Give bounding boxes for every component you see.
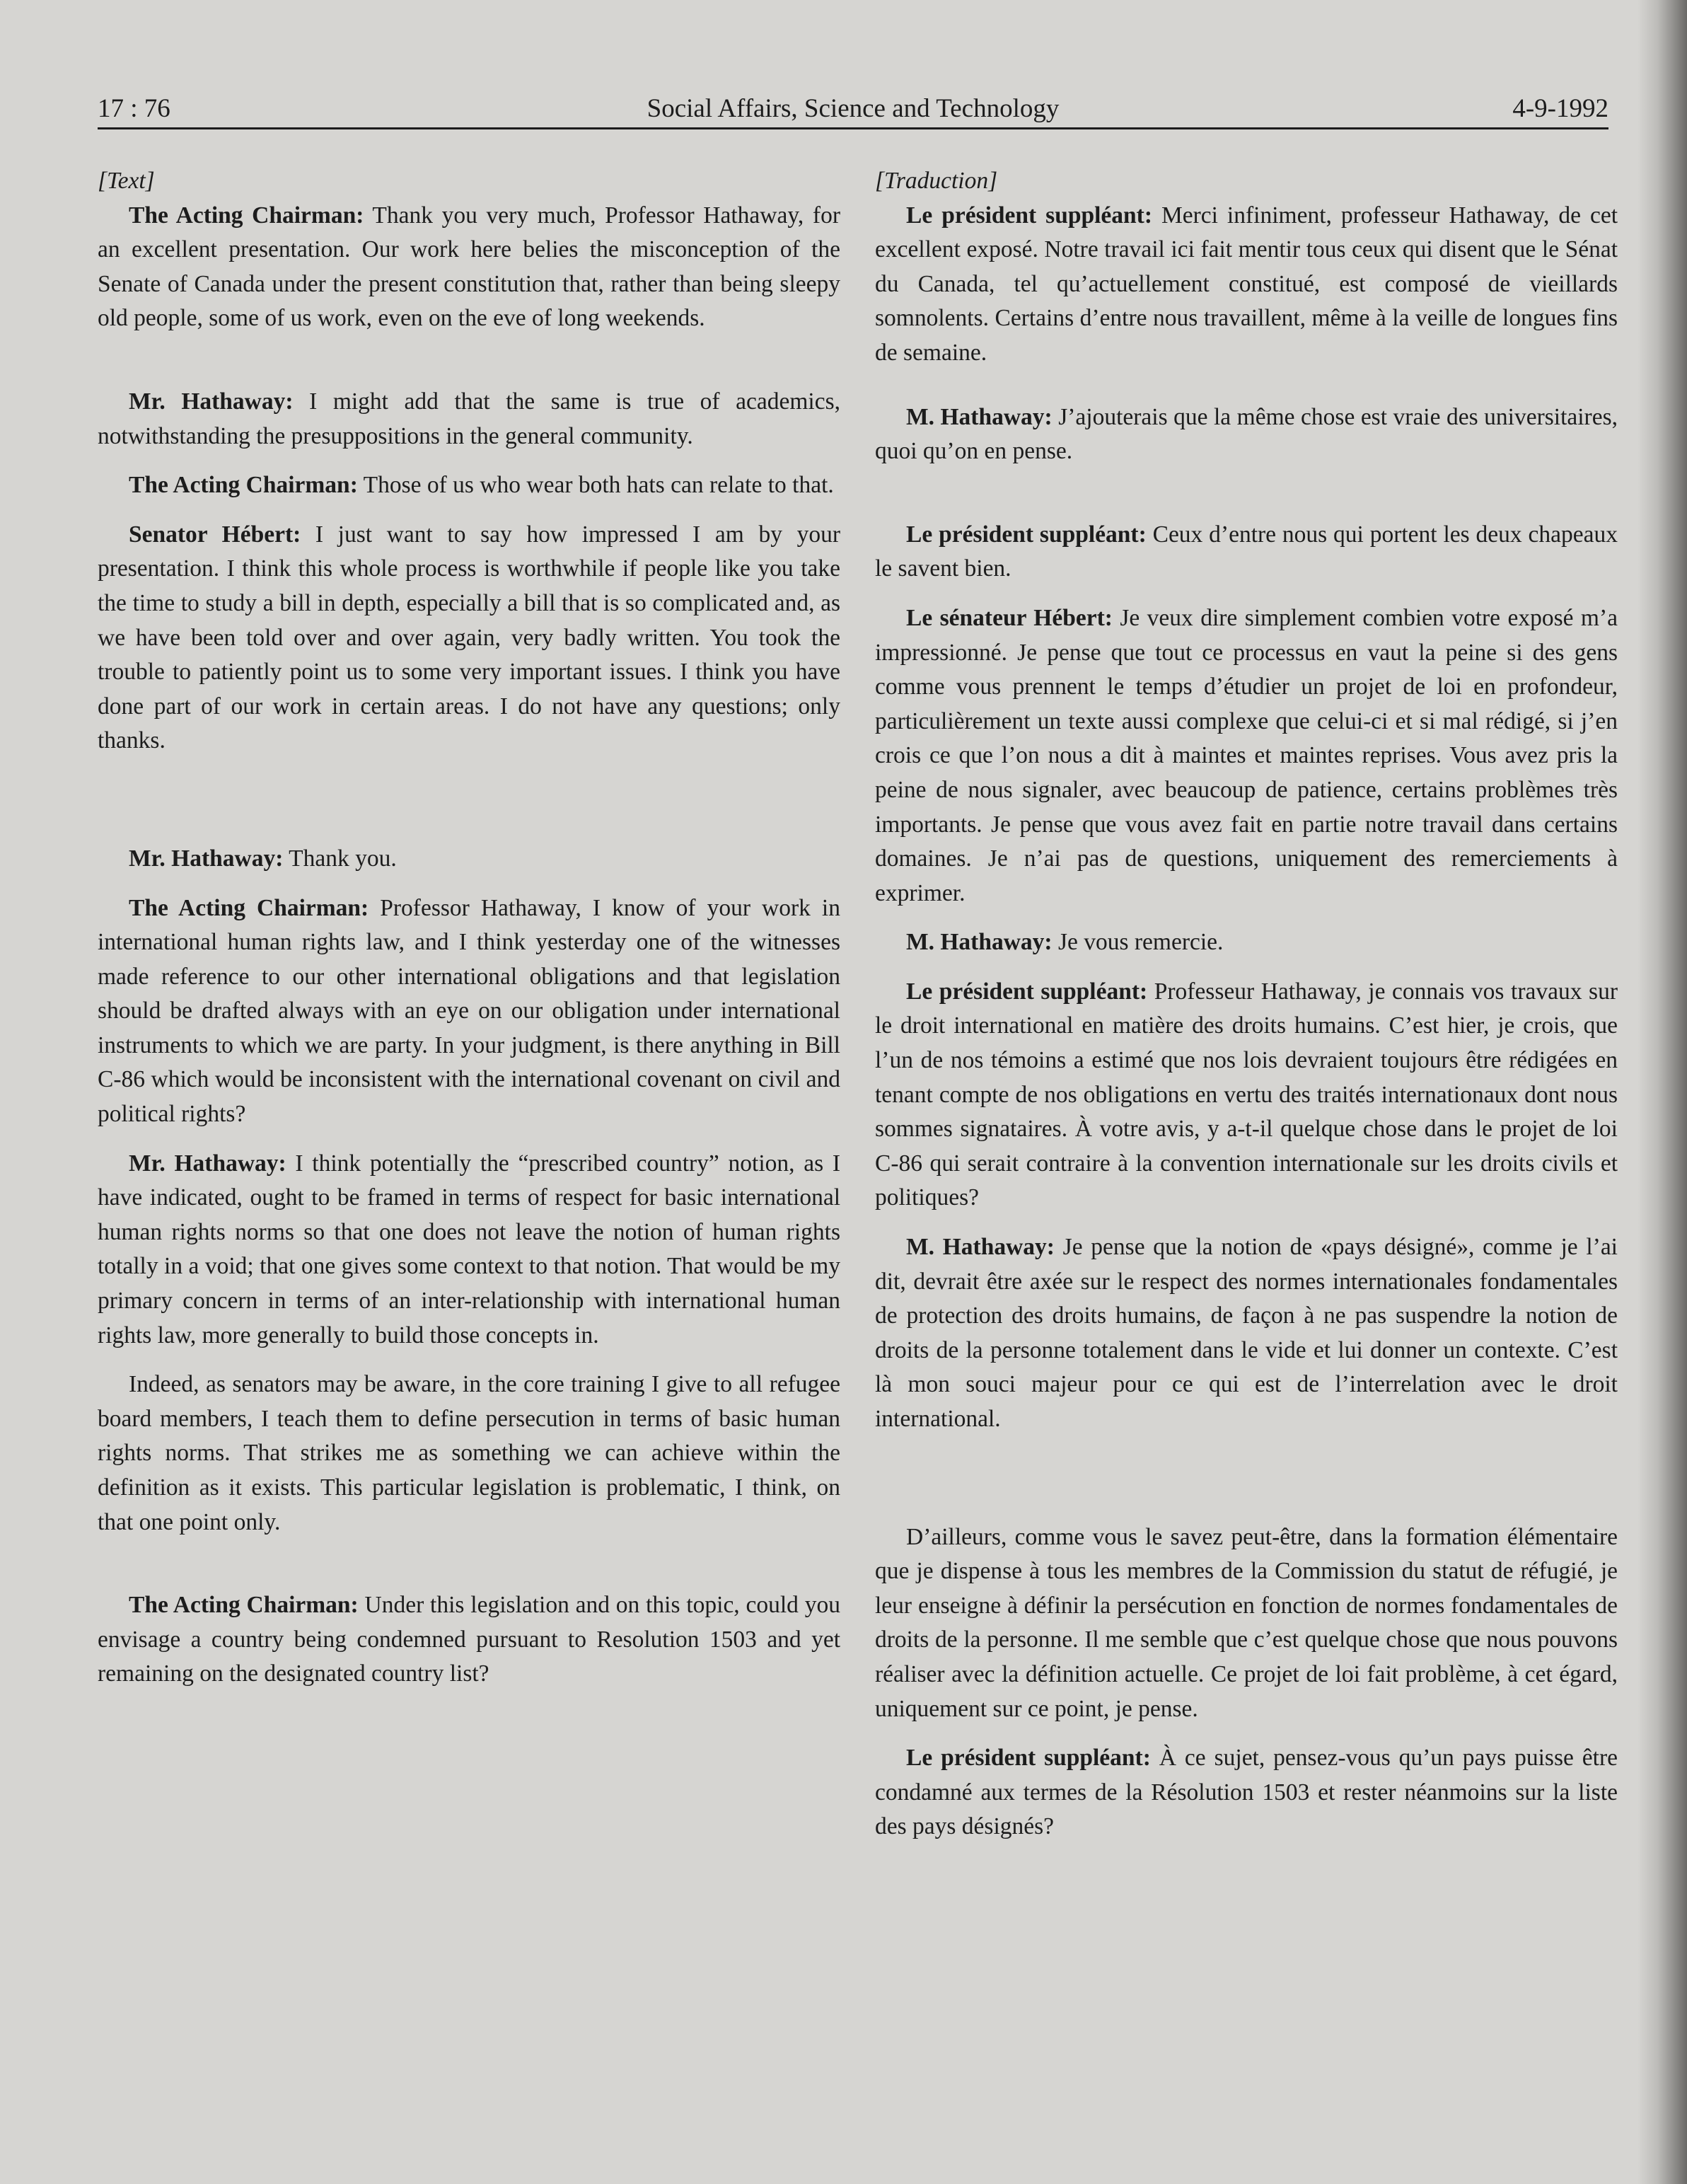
page-binding-shadow <box>1637 0 1687 2184</box>
header-date: 4-9-1992 <box>1512 94 1608 123</box>
speaker: Le président suppléant: <box>906 978 1148 1005</box>
speaker: M. Hathaway: <box>906 403 1053 430</box>
paragraph: Le président suppléant: Professeur Hathaway, je connais vos travaux sur le droit international en matière des droits humains. C’est hier, je crois, que l’un de nos témoins a estimé que nos lois devraient toujours être rédigées en tenant compte de nos obligations en vertu des traités internationaux dont nous sommes signataires. À votre avis, y a-t-il quelque chose dans le projet de loi C-86 qui serait contraire à la convention internationale sur les droits civils et politiques? <box>875 978 1618 1211</box>
column-label: [Traduction] <box>875 168 998 194</box>
paragraph: The Acting Chairman: Thank you very much, Professor Hathaway, for an excellent presentation. Our work here belies the misconception of the Senate of Canada under the present constitution that, rather than being sleepy old people, some of us work, even on the eve of long weekends. <box>98 202 840 332</box>
speaker: The Acting Chairman: <box>129 894 369 921</box>
paragraph: D’ailleurs, comme vous le savez peut-être, dans la formation élémentaire que je dispense à tous les membres de la Commission du statut de réfugié, je leur enseigne à définir la persécution en fonction de normes fondamentales de droits de la personne. Il me semble que c’est quelque chose que nous pouvons réaliser avec la définition actuelle. Ce projet de loi fait problème, à cet égard, uniquement sur ce point, je pense. <box>875 1523 1618 1722</box>
paragraph: Mr. Hathaway: Thank you. <box>129 845 397 872</box>
paragraph: M. Hathaway: Je pense que la notion de «pays désigné», comme je l’ai dit, devrait être axée sur le respect des normes internationales fondamentales de protection des droits humains, de façon à ne pas suspendre la notion de droits de la personne totalement dans le vide et lui donner un contexte. C’est là mon souci majeur pour ce qui est de l’interrelation avec le droit international. <box>875 1234 1618 1432</box>
paragraph: Mr. Hathaway: I might add that the same is true of academics, notwithstanding the presuppositions in the general community. <box>98 388 840 449</box>
column-label: [Text] <box>98 168 155 194</box>
paragraph: Le sénateur Hébert: Je veux dire simplement combien votre exposé m’a impressionné. Je pense que tout ce processus en vaut la peine si des gens comme vous prennent le temps d’étudier un projet de loi en profondeur, particulièrement un texte aussi complexe que celui-ci et si mal rédigé, si j’en crois ce que l’on nous a dit à maintes et maintes reprises. Vous avez pris la peine de nous signaler, avec beaucoup de patience, certains problèmes très importants. Je pense que vous avez fait en partie notre travail dans certains domaines. Je n’ai pas de questions, uniquement des remerciements à exprimer. <box>875 604 1618 906</box>
paragraph: Indeed, as senators may be aware, in the core training I give to all refugee board members, I teach them to define persecution in terms of basic human rights norms. That strikes me as something we can achieve within the definition as it exists. This particular legislation is problematic, I think, on that one point only. <box>98 1371 840 1535</box>
speaker: Le président suppléant: <box>906 521 1147 548</box>
speaker: Mr. Hathaway: <box>129 845 284 872</box>
speaker: Mr. Hathaway: <box>129 388 294 415</box>
speaker: Mr. Hathaway: <box>129 1150 286 1177</box>
paragraph: Le président suppléant: Merci infiniment, professeur Hathaway, de cet excellent exposé. Notre travail ici fait mentir tous ceux qui disent que le Sénat du Canada, tel qu’actuellement constitué, est composé de vieillards somnolents. Certains d’entre nous travaillent, même à la veille de longues fins de semaine. <box>875 202 1618 366</box>
speaker: The Acting Chairman: <box>129 1592 359 1619</box>
french-column <box>875 164 1618 1844</box>
publication-title: Social Affairs, Science and Technology <box>647 94 1060 123</box>
speaker: The Acting Chairman: <box>129 472 358 499</box>
page-number: 17 : 76 <box>98 94 170 123</box>
speaker: Le président suppléant: <box>906 1745 1151 1772</box>
speaker: Le sénateur Hébert: <box>906 604 1113 631</box>
running-header <box>98 88 1608 129</box>
paragraph: The Acting Chairman: Those of us who wear both hats can relate to that. <box>129 472 834 499</box>
speaker: M. Hathaway: <box>906 929 1053 956</box>
paragraph: Mr. Hathaway: I think potentially the “prescribed country” notion, as I have indicated, ought to be framed in terms of respect for basic international human rights norms so that one does not leave the notion of human rights totally in a void; that one gives some context to that notion. That would be my primary concern in terms of an inter-relationship with international human rights law, more generally to build those concepts in. <box>98 1150 840 1348</box>
english-column <box>98 164 840 1692</box>
paragraph: M. Hathaway: Je vous remercie. <box>906 929 1224 956</box>
speaker: The Acting Chairman: <box>129 202 364 229</box>
paragraph: M. Hathaway: J’ajouterais que la même chose est vraie des universitaires, quoi qu’on en pense. <box>875 403 1618 465</box>
speaker: Senator Hébert: <box>129 521 301 548</box>
paragraph: Le président suppléant: À ce sujet, pensez-vous qu’un pays puisse être condamné aux termes de la Résolution 1503 et rester néanmoins sur la liste des pays désignés? <box>875 1745 1618 1840</box>
speaker: Le président suppléant: <box>906 202 1152 229</box>
paragraph: Le président suppléant: Ceux d’entre nous qui portent les deux chapeaux le savent bien. <box>875 521 1618 582</box>
paragraph: Senator Hébert: I just want to say how impressed I am by your presentation. I think this whole process is worthwhile if people like you take the time to study a bill in depth, especially a bill that is so complicated and, as we have been told over and over again, very badly written. You took the trouble to patiently point us to some very important issues. I think you have done part of our work in certain areas. I do not have any questions; only thanks. <box>98 521 840 754</box>
paragraph: The Acting Chairman: Under this legislation and on this topic, could you envisage a country being condemned pursuant to Resolution 1503 and yet remaining on the designated country list? <box>98 1592 840 1687</box>
speaker: M. Hathaway: <box>906 1234 1055 1261</box>
paragraph: The Acting Chairman: Professor Hathaway, I know of your work in international human rights law, and I think yesterday one of the witnesses made reference to our other international obligations and that legislation should be drafted always with an eye on our obligation under international instruments to which we are party. In your judgment, is there anything in Bill C-86 which would be inconsistent with the international covenant on civil and political rights? <box>98 894 840 1128</box>
